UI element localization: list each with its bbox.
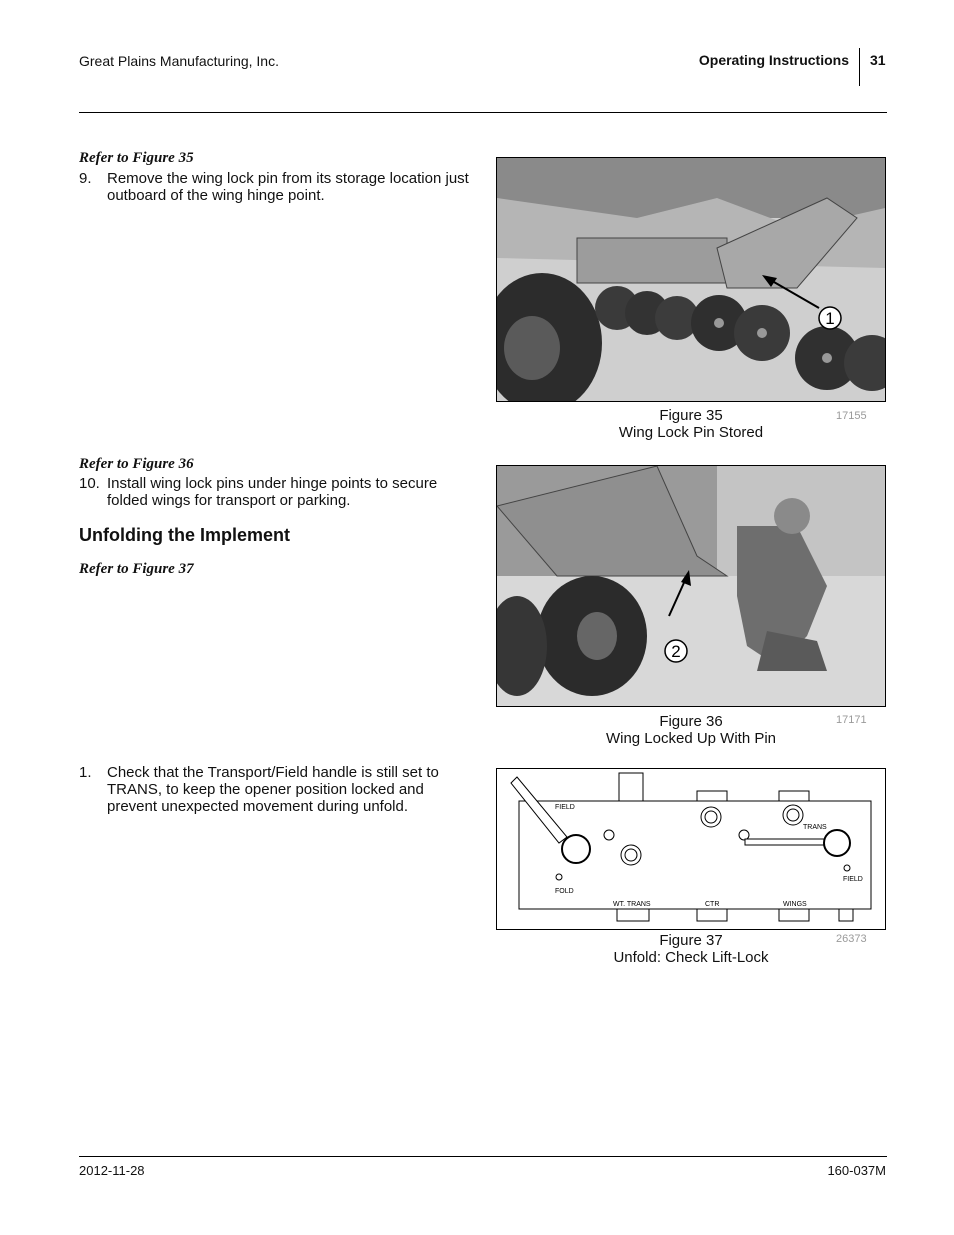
figure-reference-36: Refer to Figure 36: [79, 456, 194, 472]
footer-doc-number: 160-037M: [827, 1163, 886, 1178]
figure-36-callout: 2: [671, 642, 681, 661]
figure-35-description: Wing Lock Pin Stored: [618, 424, 764, 441]
figure-35-callout: 1: [825, 309, 835, 328]
label-ctr: CTR: [705, 901, 720, 908]
step-text: Install wing lock pins under hinge points to secure folded wings for transport or parking.: [107, 475, 438, 509]
figure-36-title: Figure 36: [659, 713, 723, 730]
figure-reference-35: Refer to Figure 35: [79, 150, 194, 166]
figure-35-id: 17155: [836, 410, 867, 422]
step-text: Remove the wing lock pin from its storage location just outboard of the wing hinge point.: [107, 170, 469, 204]
figure-35-title: Figure 35: [659, 407, 723, 424]
footer-rule: [79, 1156, 887, 1157]
header-rule: [79, 112, 887, 113]
step-text: Check that the Transport/Field handle is still set to TRANS, to keep the opener position locked and prevent unexpected movement during unfold.: [107, 764, 439, 815]
page-number: 31: [870, 52, 886, 68]
header-divider: [859, 48, 860, 86]
step-number: 9.: [79, 170, 92, 187]
figure-37-description: Unfold: Check Lift-Lock: [613, 949, 769, 966]
figure-36-description: Wing Locked Up With Pin: [605, 730, 777, 747]
label-wt-trans: WT. TRANS: [613, 901, 651, 908]
figure-36-caption: [496, 713, 886, 747]
step-number: 10.: [79, 475, 100, 492]
section-heading: Unfolding the Implement: [79, 525, 290, 545]
figure-37-caption: [496, 932, 886, 966]
label-trans: TRANS: [803, 824, 827, 831]
section-title: Operating Instructions: [698, 52, 849, 68]
figure-35-photo: [496, 157, 886, 402]
figure-36-photo: [496, 465, 886, 707]
figure-37-drawing: [496, 768, 886, 930]
label-field-left: FIELD: [555, 804, 575, 811]
company-name: Great Plains Manufacturing, Inc.: [79, 53, 279, 69]
step-10: [79, 475, 469, 509]
label-wings: WINGS: [783, 901, 807, 908]
figure-35-caption: [496, 407, 886, 441]
figure-37-id: 26373: [836, 933, 867, 945]
figure-reference-37: Refer to Figure 37: [79, 561, 194, 577]
figure-37-title: Figure 37: [659, 932, 723, 949]
label-field-right: FIELD: [843, 876, 863, 883]
step-1: [79, 764, 469, 815]
figure-36-id: 17171: [836, 714, 867, 726]
label-fold: FOLD: [555, 888, 574, 895]
step-9: [79, 170, 469, 204]
step-number: 1.: [79, 764, 92, 781]
footer-date: 2012-11-28: [79, 1163, 145, 1178]
